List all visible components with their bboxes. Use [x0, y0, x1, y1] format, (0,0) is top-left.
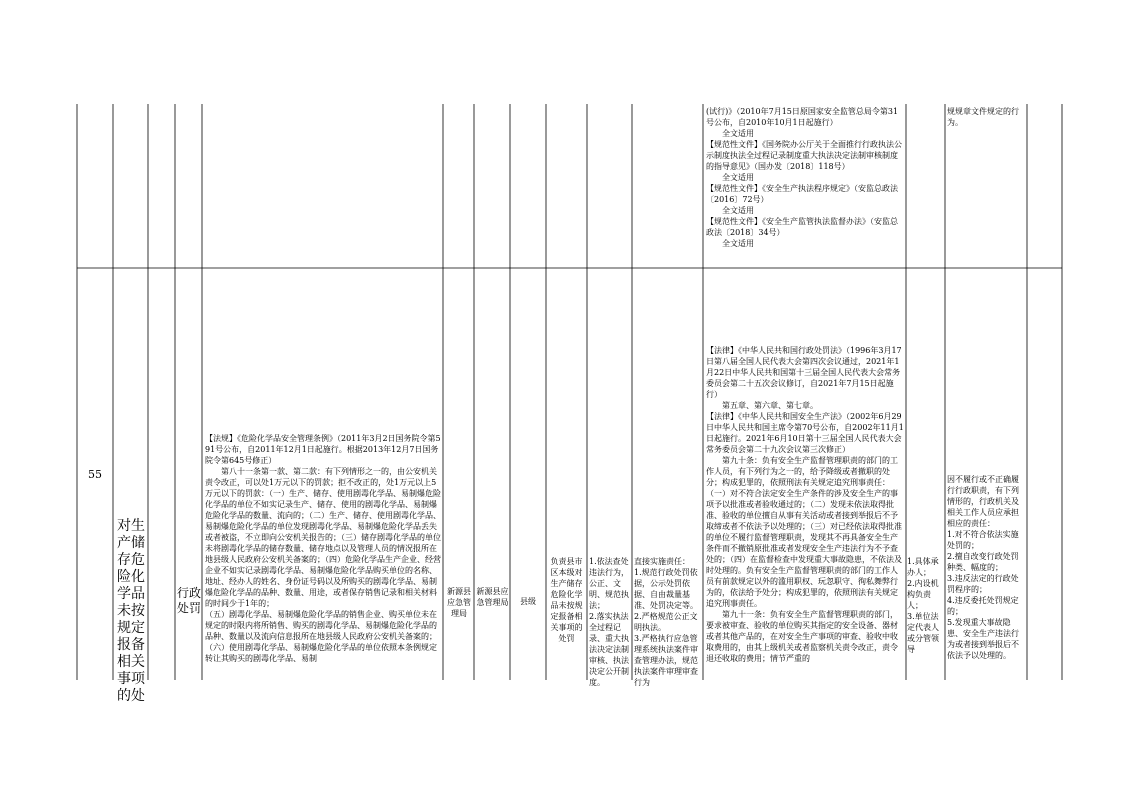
legal-basis-text: 【法规】《危险化学品安全管理条例》（2011年3月2日国务院令第591号公布，自2011年12月1日起施行。根据2013年12月7日国务院令第645号修正） 第八十一条第一款、第二款：有下列情形之一的，由公安机关责令改正，可以处1万元以下的罚款；拒不改正的，处1万元以上5万元以下的罚款：（一）生产、储存、使用剧毒化学品、易制爆危险化学品的单位不如实记录生产、储存、使用的剧毒化学品、易制爆危险化学品的数量、流向的；（二）生产、储存、使用剧毒化学品、易制爆危险化学品的单位发现剧毒化学品、易制爆危险化学品丢失或者被盗，不立即向公安机关报告的；（三）储存剧毒化学品的单位未将剧毒化学品的储存数量、储存地点以及管理人员的情况报所在地县级人民政府公安机关备案的；（四）危险化学品生产企业、经营企业不如实记录剧毒化学品、易制爆危险化学品购买单位的名称、地址、经办人的姓名、身份证号码以及所购买的剧毒化学品、易制爆危险化学品的品种、数量、用途，或者保存销售记录和相关材料的时间少于1年的； （五）剧毒化学品、易制爆危险化学品的销售企业、购买单位未在规定的时限内将所销售、购买的剧毒化学品、易制爆危险化学品的品种、数量以及流向信息报所在地县级人民政府公安机关备案的；（六）使用剧毒化学品、易制爆危险化学品的单位依照本条例规定转让其购买的剧毒化学品、易制	[205, 434, 441, 663]
accountability-basis: 【法律】《中华人民共和国行政处罚法》（1996年3月17日第八届全国人民代表大会第四次会议通过，2021年1月22日中华人民共和国第十三届全国人民代表大会常务委员会第二十五次会议修订，自2021年7月15日起施行） 第五章、第六章、第七章。 【法律】《中华人民共和国安全生产法》（2002年6月29日中华人民共和国主席令第70号公布，自2002年11月1日起施行。2021年6月10日第十三届全国人民代表大会常务委员会第二十九次会议第三次修正） 第九十条：负有安全生产监督管理职责的部门的工作人员，有下列行为之一的，给予降级或者撤职的处分；构成犯罪的，依照刑法有关规定追究刑事责任：（一）对不符合法定安全生产条件的涉及安全生产的事项予以批准或者验收通过的；（二）发现未依法取得批准、验收的单位擅自从事有关活动或者接到举报后不予取缔或者不依法予以处理的；（三）对已经依法取得批准的单位不履行监督管理职责，发现其不再具备安全生产条件而不撤销原批准或者发现安全生产违法行为不予查处的；（四）在监督检查中发现重大事故隐患，不依法及时处理的。负有安全生产监督管理职责的部门的工作人员有前款规定以外的滥用职权、玩忽职守、徇私舞弊行为的，依法给予处分；构成犯罪的，依照刑法有关规定追究刑事责任。 第九十一条：负有安全生产监督管理职责的部门，要求被审查、验收的单位购买其指定的安全设备、器材或者其他产品的，在对安全生产事项的审查、验收中收取费用的，由其上级机关或者监察机关责令改正，责令退还收取的费用；情节严重的	[706, 346, 904, 663]
top-row-accountability: 规规章文件规定的行为。	[947, 107, 1019, 127]
duty-content: 直接实施责任： 1.规范行政处罚依据，公示处罚依据、自由裁量基准、处罚决定等。 2.严格规范公正文明执法。 3.严格执行应急管理系统执法案件审查管理办法，规范执法案件审理审查行为	[634, 557, 698, 687]
duty-scope: 负责县市区本级对生产储存危险化学品未按规定报备相关事项的处罚	[550, 557, 583, 643]
item-name: 对生产储存危险化学品未按规定报备相关事项的处	[117, 518, 145, 704]
accountability-cases: 因不履行或不正确履行行政职责，有下列情形的，行政机关及相关工作人员应承担相应的责任： 1.对不符合依法实施处罚的； 2.擅自改变行政处罚种类、幅度的； 3.违反法定的行政处罚程序的； 4.违反委托处罚规定的； 5.发现重大事故隐患、安全生产违法行为或者接到举报后不依法予以处理的。	[947, 475, 1019, 660]
responsible-department: 新源县应急管理局	[476, 587, 509, 607]
implementing-department: 新源县应急管理局	[447, 587, 471, 618]
responsible-subject: 1.具体承办人； 2.内设机构负责人； 3.单位法定代表人或分管领导	[907, 557, 939, 654]
item-category: 行政处罚	[177, 586, 202, 615]
duty-items: 1.依法查处违法行为，公正、文明、规范执法； 2.落实执法全过程记录、重大执法决定法制审核、执法决定公开制度。	[589, 557, 629, 687]
top-row-legal-basis: (试行)》（2010年7月15日原国家安全监管总局令第31号公布，自2010年10月1日起施行） 全文适用 【规范性文件】《国务院办公厅关于全面推行行政执法公示制度执法全过程记录制度重大执法决定法制审核制度的指导意见》（国办发〔2018〕118号） 全文适用 【规范性文件】《安全生产执法程序规定》（安监总政法〔2016〕72号） 全文适用 【规范性文件】《安全生产监管执法监督办法》（安监总政法〔2018〕34号） 全文适用	[706, 107, 902, 248]
row-index: 55	[88, 467, 102, 481]
administrative-level: 县级	[520, 597, 536, 606]
